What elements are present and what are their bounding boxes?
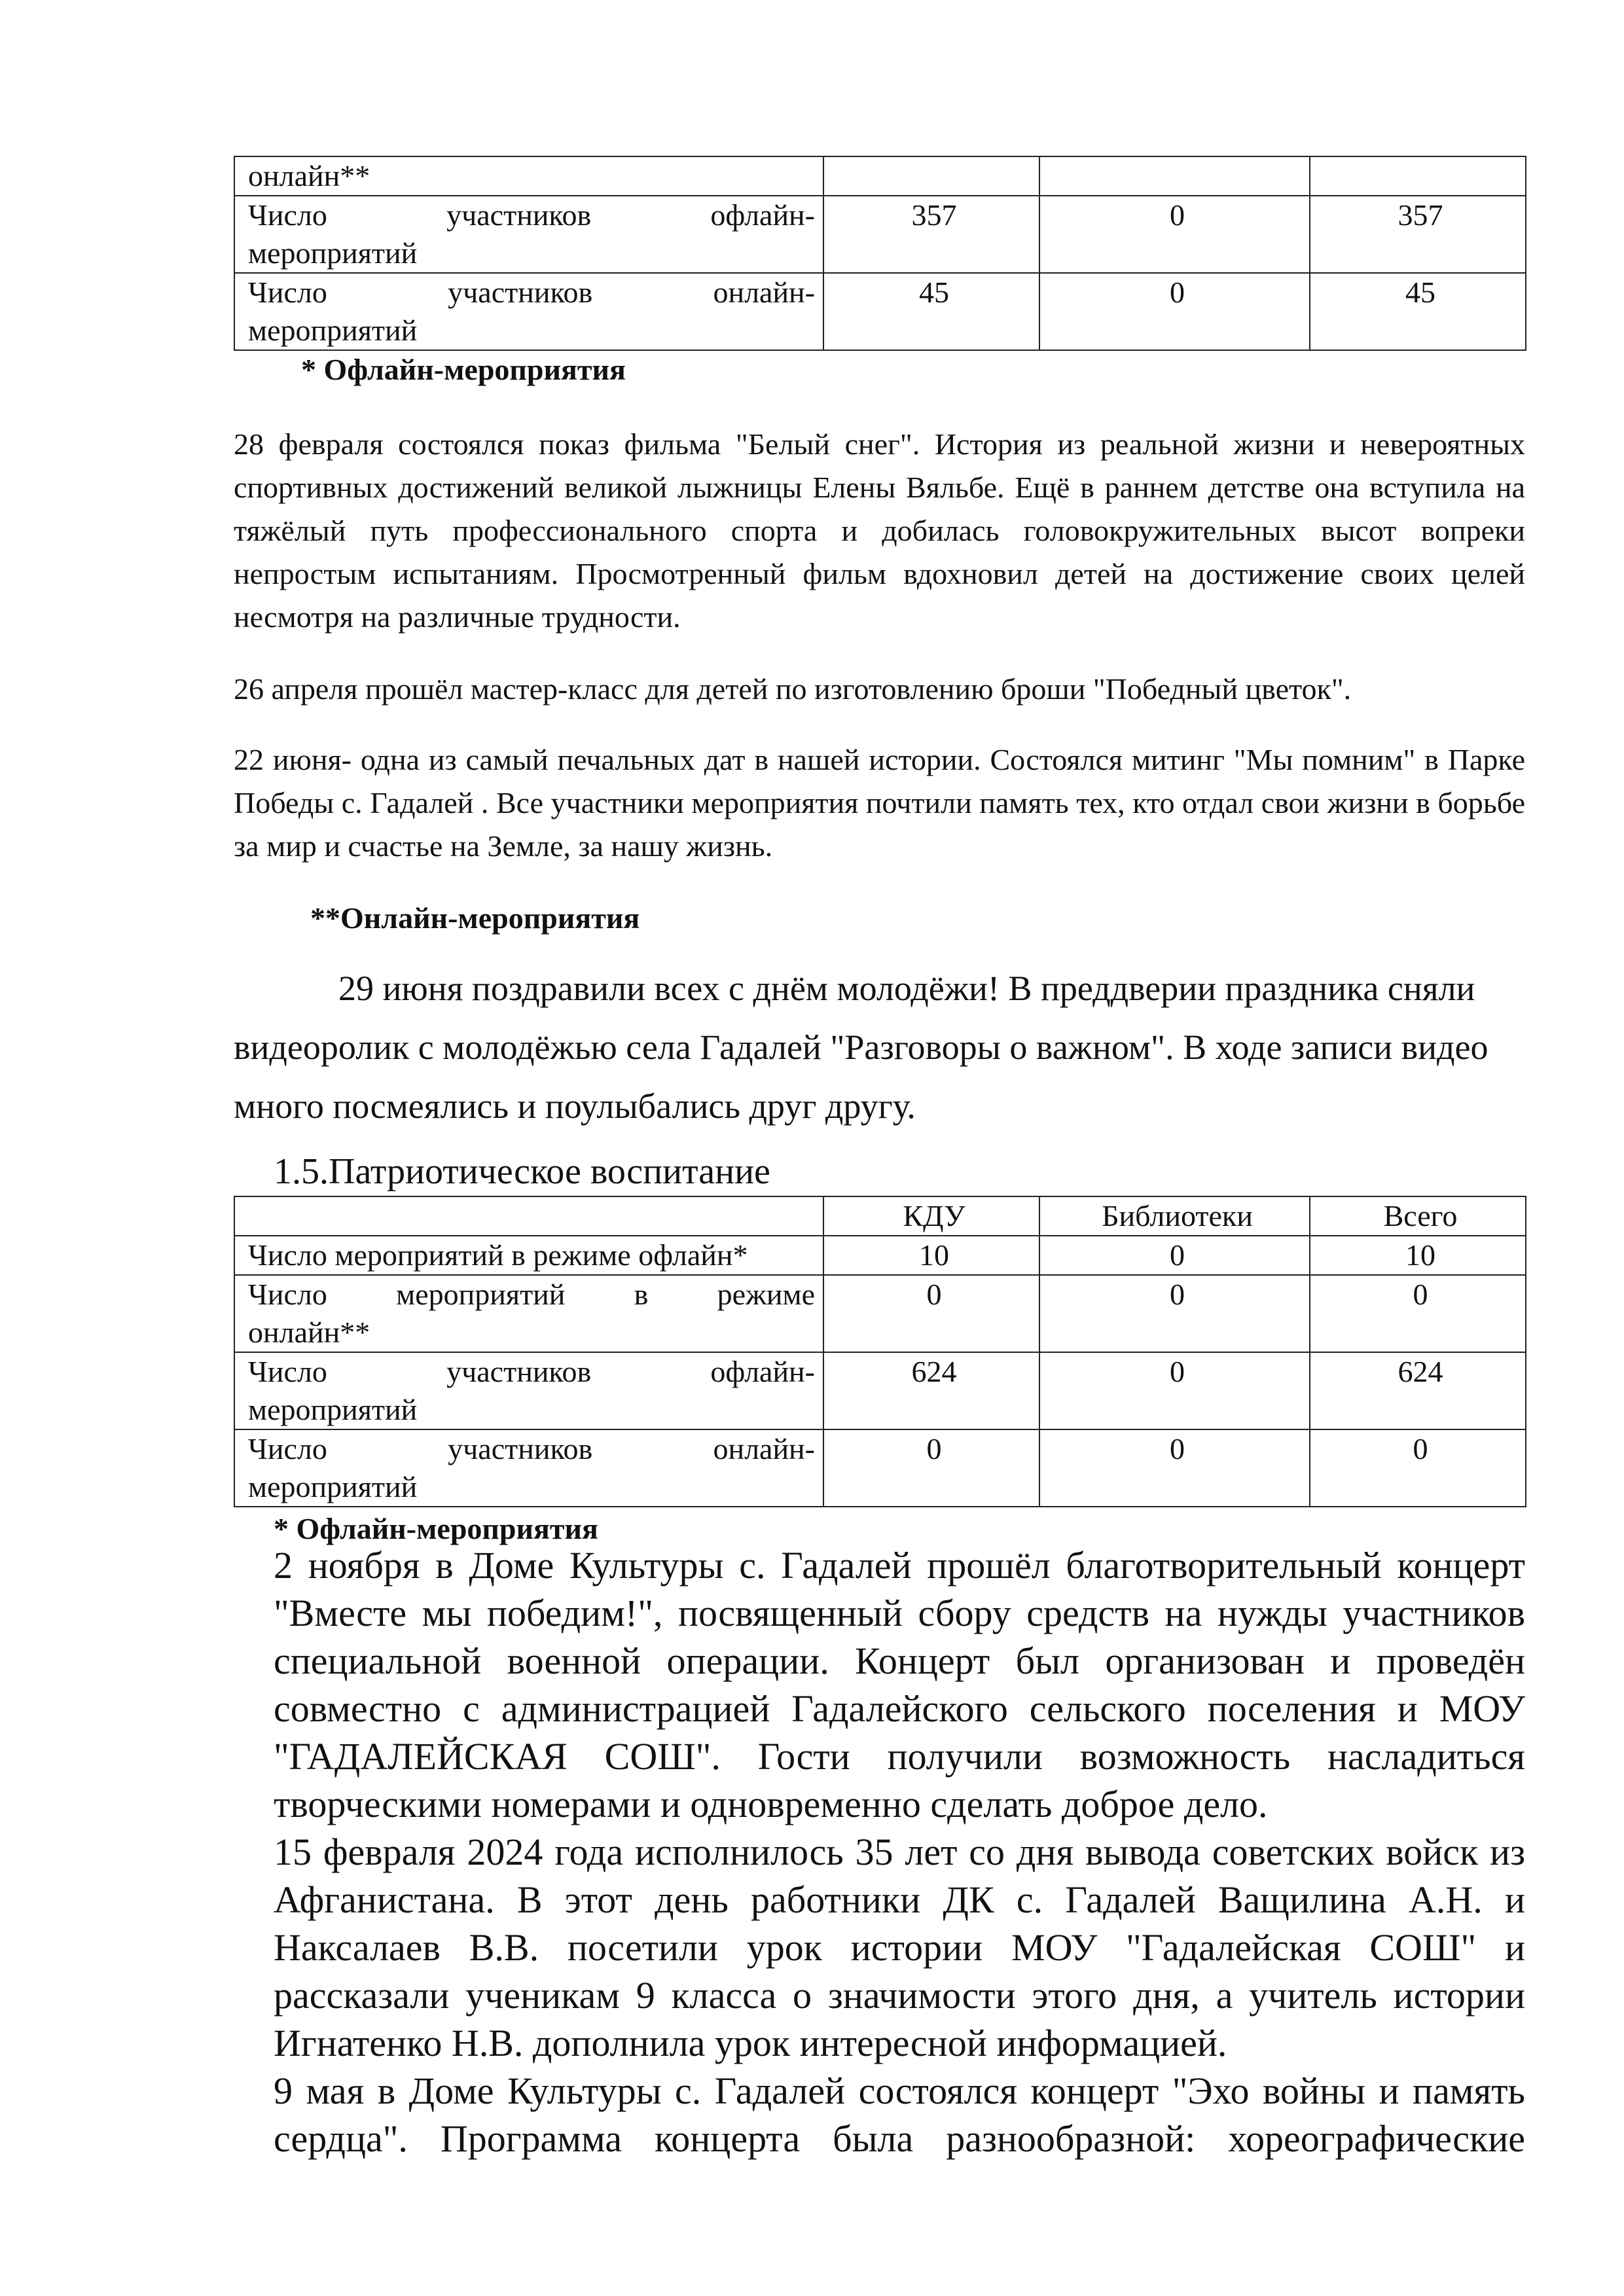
- libraries-cell: 0: [1039, 196, 1310, 273]
- kdu-cell: [823, 156, 1039, 196]
- offline-paragraph: 28 февраля состоялся показ фильма "Белый снег". История из реальной жизни и невероятных спортивных достижений великой лыжницы Елены Вяльбе. Ещё в раннем детстве она вступила на тяжёлый путь профессионального спорта и добилась головокружительных высот вопреки непростым испытаниям. Просмотренный фильм вдохновил детей на достижение своих целей несмотря на различные трудности.: [234, 427, 1525, 634]
- online-heading: **Онлайн-мероприятия: [310, 901, 640, 935]
- table-row: [234, 1236, 1526, 1275]
- row-label-line: Число участников офлайн-: [248, 198, 815, 232]
- offline-heading: * Офлайн-мероприятия: [301, 353, 626, 386]
- kdu-cell: 0: [823, 1429, 1039, 1507]
- row-label-line: онлайн**: [248, 159, 370, 192]
- total-cell: [1310, 156, 1526, 196]
- libraries-cell: 0: [1039, 1429, 1310, 1507]
- table-row: [234, 1429, 1526, 1507]
- row-label: [234, 156, 823, 196]
- libraries-cell: [1039, 156, 1310, 196]
- table-row: [234, 196, 1526, 273]
- table-row: [234, 273, 1526, 350]
- offline-paragraphs-block: [274, 1541, 1525, 2162]
- total-cell: 45: [1310, 273, 1526, 350]
- offline-paragraph: 26 апреля прошёл мастер-класс для детей по изготовлению броши "Победный цветок".: [234, 672, 1352, 706]
- row-label: [234, 196, 823, 273]
- libraries-cell: 0: [1039, 1236, 1310, 1275]
- section-title: 1.5.Патриотическое воспитание: [274, 1151, 770, 1192]
- offline-paragraph: 9 мая в Доме Культуры с. Гадалей состоялся концерт "Эхо войны и память сердца". Программа концерта была разнообразной: хореографические: [274, 2070, 1525, 2160]
- column-header-total: Всего: [1310, 1196, 1526, 1236]
- table-header-row: [234, 1196, 1526, 1236]
- row-label: [234, 1236, 823, 1275]
- total-cell: 0: [1310, 1275, 1526, 1352]
- row-label-line: онлайн**: [248, 1316, 370, 1349]
- kdu-cell: 45: [823, 273, 1039, 350]
- row-label: [234, 273, 823, 350]
- total-cell: 357: [1310, 196, 1526, 273]
- patriotic-events-table: [234, 1196, 1526, 1507]
- row-label: [234, 1352, 823, 1429]
- kdu-cell: 357: [823, 196, 1039, 273]
- header-empty-cell: [234, 1196, 823, 1236]
- column-header-libraries: Библиотеки: [1039, 1196, 1310, 1236]
- offline-heading: * Офлайн-мероприятия: [274, 1512, 598, 1545]
- table-row: [234, 1275, 1526, 1352]
- online-paragraph: 29 июня поздравили всех с днём молодёжи! В преддверии праздника сняли видеоролик с молодёжью села Гадалей "Разговоры о важном". В ходе записи видео много посмеялись и поулыбались друг другу.: [234, 969, 1489, 1126]
- offline-paragraph: 2 ноября в Доме Культуры с. Гадалей прошёл благотворительный концерт "Вместе мы победим!", посвященный сбору средств на нужды участников специальной военной операции. Концерт был организован и проведён совместно с администрацией Гадалейского сельского поселения и МОУ "ГАДАЛЕЙСКАЯ СОШ". Гости получили возможность насладиться творческими номерами и одновременно сделать доброе дело.: [274, 1544, 1525, 1825]
- total-cell: 624: [1310, 1352, 1526, 1429]
- offline-paragraph: 22 июня- одна из самый печальных дат в нашей истории. Состоялся митинг "Мы помним" в Парке Победы с. Гадалей . Все участники мероприятия почтили память тех, кто отдал свои жизни в борьбе за мир и счастье на Земле, за нашу жизнь.: [234, 743, 1525, 863]
- kdu-cell: 10: [823, 1236, 1039, 1275]
- libraries-cell: 0: [1039, 1352, 1310, 1429]
- row-label-line: Число участников онлайн-: [248, 1432, 815, 1465]
- total-cell: 0: [1310, 1429, 1526, 1507]
- total-cell: 10: [1310, 1236, 1526, 1275]
- row-label-line: мероприятий: [248, 314, 418, 347]
- kdu-cell: 0: [823, 1275, 1039, 1352]
- row-label-line: мероприятий: [248, 236, 418, 270]
- libraries-cell: 0: [1039, 1275, 1310, 1352]
- row-label-line: Число участников онлайн-: [248, 276, 815, 309]
- table-row: [234, 1352, 1526, 1429]
- row-label: [234, 1429, 823, 1507]
- row-label-line: мероприятий: [248, 1393, 418, 1426]
- row-label-line: Число мероприятий в режиме офлайн*: [248, 1238, 748, 1272]
- kdu-cell: 624: [823, 1352, 1039, 1429]
- offline-paragraph: 15 февраля 2024 года исполнилось 35 лет со дня вывода советских войск из Афганистана. В этот день работники ДК с. Гадалей Ващилина А.Н. и Наксалаев В.В. посетили урок истории МОУ "Гадалейская СОШ" и рассказали ученикам 9 класса о значимости этого дня, а учитель истории Игнатенко Н.В. дополнила урок интересной информацией.: [274, 1831, 1525, 2064]
- row-label: [234, 1275, 823, 1352]
- events-table-continued: [234, 156, 1526, 351]
- table-row: [234, 156, 1526, 196]
- libraries-cell: 0: [1039, 273, 1310, 350]
- column-header-kdu: КДУ: [823, 1196, 1039, 1236]
- row-label-line: мероприятий: [248, 1470, 418, 1503]
- row-label-line: Число мероприятий в режиме: [248, 1278, 815, 1311]
- row-label-line: Число участников офлайн-: [248, 1355, 815, 1388]
